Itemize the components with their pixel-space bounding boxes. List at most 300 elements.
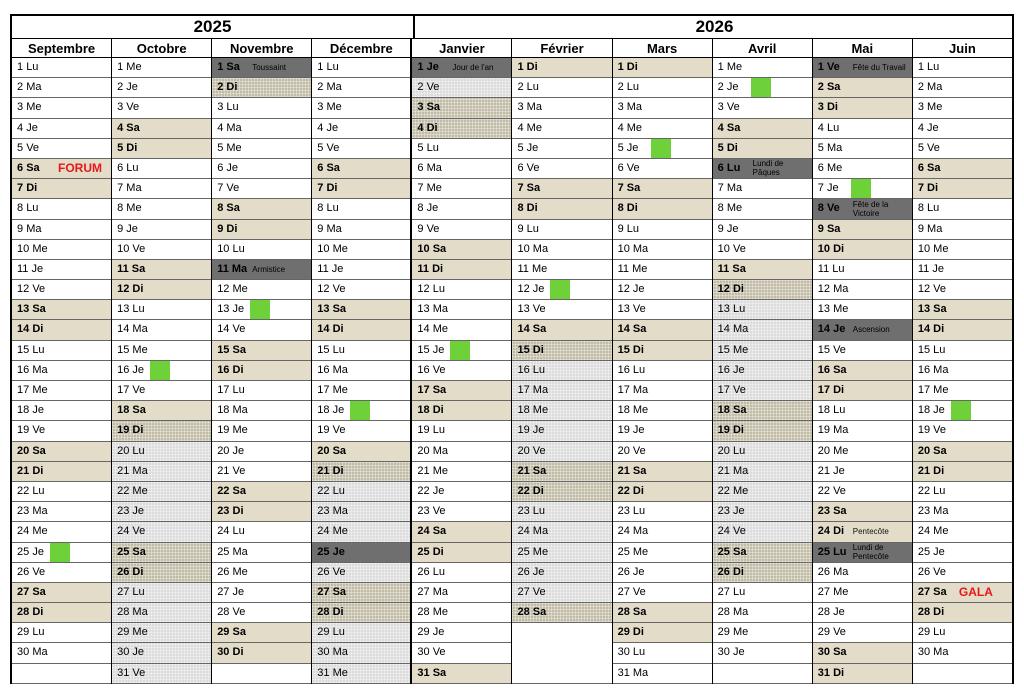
day-cell[interactable] bbox=[212, 179, 311, 199]
day-cell[interactable] bbox=[713, 220, 812, 240]
day-cell[interactable] bbox=[613, 462, 712, 482]
day-cell[interactable] bbox=[412, 462, 511, 482]
day-cell[interactable] bbox=[212, 421, 311, 441]
day-cell[interactable] bbox=[512, 300, 611, 320]
day-cell[interactable] bbox=[412, 664, 511, 684]
day-cell[interactable] bbox=[713, 139, 812, 159]
day-cell[interactable] bbox=[613, 58, 712, 78]
day-cell[interactable] bbox=[312, 280, 410, 300]
day-cell[interactable] bbox=[813, 280, 912, 300]
day-cell[interactable] bbox=[312, 220, 410, 240]
day-cell[interactable] bbox=[613, 502, 712, 522]
day-cell[interactable] bbox=[613, 179, 712, 199]
day-cell[interactable] bbox=[613, 260, 712, 280]
day-cell[interactable] bbox=[112, 199, 211, 219]
day-cell[interactable] bbox=[212, 78, 311, 98]
day-cell[interactable] bbox=[713, 421, 812, 441]
day-cell[interactable] bbox=[312, 643, 410, 663]
day-cell[interactable] bbox=[412, 421, 511, 441]
day-cell[interactable] bbox=[312, 199, 410, 219]
day-cell[interactable] bbox=[112, 341, 211, 361]
day-cell[interactable] bbox=[12, 361, 111, 381]
day-cell[interactable] bbox=[212, 381, 311, 401]
day-cell[interactable] bbox=[212, 361, 311, 381]
day-cell[interactable] bbox=[312, 98, 410, 118]
day-cell[interactable] bbox=[212, 442, 311, 462]
day-cell[interactable] bbox=[412, 159, 511, 179]
day-cell[interactable] bbox=[913, 98, 1012, 118]
day-cell[interactable] bbox=[913, 462, 1012, 482]
day-cell[interactable] bbox=[512, 563, 611, 583]
day-cell[interactable] bbox=[512, 119, 611, 139]
day-cell[interactable] bbox=[112, 462, 211, 482]
day-cell[interactable] bbox=[312, 300, 410, 320]
day-cell[interactable] bbox=[312, 421, 410, 441]
day-cell[interactable] bbox=[512, 401, 611, 421]
day-cell[interactable] bbox=[312, 58, 410, 78]
day-cell[interactable] bbox=[813, 664, 912, 684]
day-cell[interactable] bbox=[613, 623, 712, 643]
day-cell[interactable] bbox=[813, 341, 912, 361]
day-cell[interactable] bbox=[312, 381, 410, 401]
day-cell[interactable] bbox=[112, 583, 211, 603]
day-cell[interactable] bbox=[12, 563, 111, 583]
day-cell[interactable] bbox=[813, 78, 912, 98]
day-cell[interactable] bbox=[813, 462, 912, 482]
day-cell[interactable] bbox=[713, 240, 812, 260]
day-cell[interactable] bbox=[412, 139, 511, 159]
day-cell[interactable] bbox=[412, 260, 511, 280]
day-cell[interactable] bbox=[412, 179, 511, 199]
day-cell[interactable] bbox=[112, 381, 211, 401]
day-cell[interactable] bbox=[112, 623, 211, 643]
day-cell[interactable] bbox=[813, 199, 912, 219]
day-cell[interactable] bbox=[713, 583, 812, 603]
day-cell[interactable] bbox=[613, 603, 712, 623]
day-cell[interactable] bbox=[813, 381, 912, 401]
day-cell[interactable] bbox=[312, 139, 410, 159]
day-cell[interactable] bbox=[12, 159, 111, 179]
day-cell[interactable] bbox=[913, 320, 1012, 340]
day-cell[interactable] bbox=[212, 401, 311, 421]
day-cell[interactable] bbox=[12, 643, 111, 663]
day-cell[interactable] bbox=[913, 381, 1012, 401]
day-cell[interactable] bbox=[613, 421, 712, 441]
day-cell[interactable] bbox=[813, 583, 912, 603]
day-cell[interactable] bbox=[12, 442, 111, 462]
day-cell[interactable] bbox=[713, 522, 812, 542]
day-cell[interactable] bbox=[312, 78, 410, 98]
day-cell[interactable] bbox=[112, 421, 211, 441]
day-cell[interactable] bbox=[813, 543, 912, 563]
day-cell[interactable] bbox=[112, 502, 211, 522]
day-cell[interactable] bbox=[12, 522, 111, 542]
day-cell[interactable] bbox=[512, 220, 611, 240]
day-cell[interactable] bbox=[312, 442, 410, 462]
day-cell[interactable] bbox=[412, 300, 511, 320]
day-cell[interactable] bbox=[813, 623, 912, 643]
day-cell[interactable] bbox=[613, 543, 712, 563]
day-cell[interactable] bbox=[112, 260, 211, 280]
day-cell[interactable] bbox=[312, 240, 410, 260]
day-cell[interactable] bbox=[212, 482, 311, 502]
day-cell[interactable] bbox=[412, 220, 511, 240]
day-cell[interactable] bbox=[813, 563, 912, 583]
day-cell[interactable] bbox=[613, 300, 712, 320]
day-cell[interactable] bbox=[713, 78, 812, 98]
day-cell[interactable] bbox=[12, 240, 111, 260]
day-cell[interactable] bbox=[312, 119, 410, 139]
day-cell[interactable] bbox=[713, 320, 812, 340]
day-cell[interactable] bbox=[512, 260, 611, 280]
day-cell[interactable] bbox=[312, 159, 410, 179]
day-cell[interactable] bbox=[813, 139, 912, 159]
day-cell[interactable] bbox=[512, 240, 611, 260]
day-cell[interactable] bbox=[913, 78, 1012, 98]
day-cell[interactable] bbox=[913, 543, 1012, 563]
day-cell[interactable] bbox=[813, 240, 912, 260]
day-cell[interactable] bbox=[913, 58, 1012, 78]
day-cell[interactable] bbox=[913, 199, 1012, 219]
day-cell[interactable] bbox=[312, 361, 410, 381]
day-cell[interactable] bbox=[613, 401, 712, 421]
day-cell[interactable] bbox=[112, 563, 211, 583]
day-cell[interactable] bbox=[913, 240, 1012, 260]
day-cell[interactable] bbox=[12, 543, 111, 563]
day-cell[interactable] bbox=[312, 401, 410, 421]
day-cell[interactable] bbox=[813, 643, 912, 663]
day-cell[interactable] bbox=[112, 442, 211, 462]
day-cell[interactable] bbox=[813, 159, 912, 179]
day-cell[interactable] bbox=[713, 179, 812, 199]
day-cell[interactable] bbox=[613, 643, 712, 663]
day-cell[interactable] bbox=[212, 522, 311, 542]
day-cell[interactable] bbox=[713, 199, 812, 219]
day-cell[interactable] bbox=[613, 664, 712, 684]
day-cell[interactable] bbox=[913, 482, 1012, 502]
day-cell[interactable] bbox=[613, 442, 712, 462]
day-cell[interactable] bbox=[913, 603, 1012, 623]
day-cell[interactable] bbox=[112, 320, 211, 340]
day-cell[interactable] bbox=[212, 341, 311, 361]
day-cell[interactable] bbox=[713, 98, 812, 118]
day-cell[interactable] bbox=[713, 159, 812, 179]
day-cell[interactable] bbox=[613, 341, 712, 361]
day-cell[interactable] bbox=[12, 179, 111, 199]
day-cell[interactable] bbox=[913, 361, 1012, 381]
day-cell[interactable] bbox=[12, 119, 111, 139]
day-cell[interactable] bbox=[913, 179, 1012, 199]
day-cell[interactable] bbox=[613, 98, 712, 118]
day-cell[interactable] bbox=[412, 522, 511, 542]
day-cell[interactable] bbox=[913, 583, 1012, 603]
day-cell[interactable] bbox=[613, 240, 712, 260]
day-cell[interactable] bbox=[512, 320, 611, 340]
day-cell[interactable] bbox=[212, 543, 311, 563]
day-cell[interactable] bbox=[512, 159, 611, 179]
day-cell[interactable] bbox=[12, 341, 111, 361]
day-cell[interactable] bbox=[613, 522, 712, 542]
day-cell[interactable] bbox=[813, 58, 912, 78]
day-cell[interactable] bbox=[412, 320, 511, 340]
day-cell[interactable] bbox=[312, 563, 410, 583]
day-cell[interactable] bbox=[512, 421, 611, 441]
day-cell[interactable] bbox=[312, 522, 410, 542]
day-cell[interactable] bbox=[512, 78, 611, 98]
day-cell[interactable] bbox=[512, 361, 611, 381]
day-cell[interactable] bbox=[112, 482, 211, 502]
day-cell[interactable] bbox=[613, 583, 712, 603]
day-cell[interactable] bbox=[613, 119, 712, 139]
day-cell[interactable] bbox=[512, 583, 611, 603]
day-cell[interactable] bbox=[12, 381, 111, 401]
day-cell[interactable] bbox=[512, 482, 611, 502]
day-cell[interactable] bbox=[813, 603, 912, 623]
day-cell[interactable] bbox=[412, 78, 511, 98]
day-cell[interactable] bbox=[212, 58, 311, 78]
day-cell[interactable] bbox=[412, 643, 511, 663]
day-cell[interactable] bbox=[312, 623, 410, 643]
day-cell[interactable] bbox=[212, 199, 311, 219]
day-cell[interactable] bbox=[813, 442, 912, 462]
day-cell[interactable] bbox=[212, 462, 311, 482]
day-cell[interactable] bbox=[412, 502, 511, 522]
day-cell[interactable] bbox=[412, 442, 511, 462]
day-cell[interactable] bbox=[212, 280, 311, 300]
day-cell[interactable] bbox=[112, 179, 211, 199]
day-cell[interactable] bbox=[312, 341, 410, 361]
day-cell[interactable] bbox=[613, 199, 712, 219]
day-cell[interactable] bbox=[512, 98, 611, 118]
day-cell[interactable] bbox=[112, 159, 211, 179]
day-cell[interactable] bbox=[112, 280, 211, 300]
day-cell[interactable] bbox=[412, 401, 511, 421]
day-cell[interactable] bbox=[112, 139, 211, 159]
day-cell[interactable] bbox=[312, 482, 410, 502]
day-cell[interactable] bbox=[312, 583, 410, 603]
day-cell[interactable] bbox=[813, 522, 912, 542]
day-cell[interactable] bbox=[913, 119, 1012, 139]
day-cell[interactable] bbox=[212, 98, 311, 118]
day-cell[interactable] bbox=[12, 199, 111, 219]
day-cell[interactable] bbox=[913, 522, 1012, 542]
day-cell[interactable] bbox=[713, 361, 812, 381]
day-cell[interactable] bbox=[913, 442, 1012, 462]
day-cell[interactable] bbox=[813, 260, 912, 280]
day-cell[interactable] bbox=[913, 139, 1012, 159]
day-cell[interactable] bbox=[12, 280, 111, 300]
day-cell[interactable] bbox=[813, 119, 912, 139]
day-cell[interactable] bbox=[112, 98, 211, 118]
day-cell[interactable] bbox=[412, 98, 511, 118]
day-cell[interactable] bbox=[713, 280, 812, 300]
day-cell[interactable] bbox=[12, 139, 111, 159]
day-cell[interactable] bbox=[512, 502, 611, 522]
day-cell[interactable] bbox=[12, 623, 111, 643]
day-cell[interactable] bbox=[713, 381, 812, 401]
day-cell[interactable] bbox=[112, 522, 211, 542]
day-cell[interactable] bbox=[12, 98, 111, 118]
day-cell[interactable] bbox=[412, 361, 511, 381]
day-cell[interactable] bbox=[713, 462, 812, 482]
day-cell[interactable] bbox=[913, 159, 1012, 179]
day-cell[interactable] bbox=[112, 220, 211, 240]
day-cell[interactable] bbox=[512, 522, 611, 542]
day-cell[interactable] bbox=[212, 119, 311, 139]
day-cell[interactable] bbox=[212, 240, 311, 260]
day-cell[interactable] bbox=[12, 482, 111, 502]
day-cell[interactable] bbox=[112, 119, 211, 139]
day-cell[interactable] bbox=[512, 462, 611, 482]
day-cell[interactable] bbox=[112, 78, 211, 98]
day-cell[interactable] bbox=[312, 603, 410, 623]
day-cell[interactable] bbox=[212, 260, 311, 280]
day-cell[interactable] bbox=[112, 58, 211, 78]
day-cell[interactable] bbox=[713, 341, 812, 361]
day-cell[interactable] bbox=[613, 361, 712, 381]
day-cell[interactable] bbox=[412, 240, 511, 260]
day-cell[interactable] bbox=[512, 139, 611, 159]
day-cell[interactable] bbox=[913, 643, 1012, 663]
day-cell[interactable] bbox=[112, 300, 211, 320]
day-cell[interactable] bbox=[613, 159, 712, 179]
day-cell[interactable] bbox=[212, 220, 311, 240]
day-cell[interactable] bbox=[112, 664, 211, 684]
day-cell[interactable] bbox=[713, 300, 812, 320]
day-cell[interactable] bbox=[312, 179, 410, 199]
day-cell[interactable] bbox=[412, 199, 511, 219]
day-cell[interactable] bbox=[412, 280, 511, 300]
day-cell[interactable] bbox=[913, 623, 1012, 643]
day-cell[interactable] bbox=[412, 482, 511, 502]
day-cell[interactable] bbox=[913, 341, 1012, 361]
day-cell[interactable] bbox=[813, 320, 912, 340]
day-cell[interactable] bbox=[112, 543, 211, 563]
day-cell[interactable] bbox=[212, 300, 311, 320]
day-cell[interactable] bbox=[212, 643, 311, 663]
day-cell[interactable] bbox=[512, 381, 611, 401]
day-cell[interactable] bbox=[212, 623, 311, 643]
day-cell[interactable] bbox=[12, 603, 111, 623]
day-cell[interactable] bbox=[913, 401, 1012, 421]
day-cell[interactable] bbox=[312, 664, 410, 684]
day-cell[interactable] bbox=[613, 78, 712, 98]
day-cell[interactable] bbox=[412, 58, 511, 78]
day-cell[interactable] bbox=[12, 300, 111, 320]
day-cell[interactable] bbox=[512, 442, 611, 462]
day-cell[interactable] bbox=[713, 401, 812, 421]
day-cell[interactable] bbox=[312, 260, 410, 280]
day-cell[interactable] bbox=[713, 442, 812, 462]
day-cell[interactable] bbox=[512, 58, 611, 78]
day-cell[interactable] bbox=[12, 462, 111, 482]
day-cell[interactable] bbox=[212, 563, 311, 583]
day-cell[interactable] bbox=[412, 563, 511, 583]
day-cell[interactable] bbox=[713, 603, 812, 623]
day-cell[interactable] bbox=[613, 563, 712, 583]
day-cell[interactable] bbox=[913, 300, 1012, 320]
day-cell[interactable] bbox=[12, 260, 111, 280]
day-cell[interactable] bbox=[613, 139, 712, 159]
day-cell[interactable] bbox=[913, 421, 1012, 441]
day-cell[interactable] bbox=[412, 603, 511, 623]
day-cell[interactable] bbox=[412, 381, 511, 401]
day-cell[interactable] bbox=[112, 240, 211, 260]
day-cell[interactable] bbox=[813, 401, 912, 421]
day-cell[interactable] bbox=[813, 421, 912, 441]
day-cell[interactable] bbox=[713, 58, 812, 78]
day-cell[interactable] bbox=[713, 482, 812, 502]
day-cell[interactable] bbox=[913, 280, 1012, 300]
day-cell[interactable] bbox=[312, 462, 410, 482]
day-cell[interactable] bbox=[12, 421, 111, 441]
day-cell[interactable] bbox=[12, 320, 111, 340]
day-cell[interactable] bbox=[713, 563, 812, 583]
day-cell[interactable] bbox=[512, 280, 611, 300]
day-cell[interactable] bbox=[913, 220, 1012, 240]
day-cell[interactable] bbox=[112, 401, 211, 421]
day-cell[interactable] bbox=[312, 502, 410, 522]
day-cell[interactable] bbox=[12, 401, 111, 421]
day-cell[interactable] bbox=[813, 98, 912, 118]
day-cell[interactable] bbox=[713, 623, 812, 643]
day-cell[interactable] bbox=[412, 341, 511, 361]
day-cell[interactable] bbox=[813, 482, 912, 502]
day-cell[interactable] bbox=[12, 220, 111, 240]
day-cell[interactable] bbox=[713, 502, 812, 522]
day-cell[interactable] bbox=[412, 543, 511, 563]
day-cell[interactable] bbox=[212, 603, 311, 623]
day-cell[interactable] bbox=[12, 502, 111, 522]
day-cell[interactable] bbox=[412, 583, 511, 603]
day-cell[interactable] bbox=[312, 320, 410, 340]
day-cell[interactable] bbox=[813, 361, 912, 381]
day-cell[interactable] bbox=[512, 199, 611, 219]
day-cell[interactable] bbox=[813, 220, 912, 240]
day-cell[interactable] bbox=[713, 543, 812, 563]
day-cell[interactable] bbox=[913, 260, 1012, 280]
day-cell[interactable] bbox=[212, 502, 311, 522]
day-cell[interactable] bbox=[613, 280, 712, 300]
day-cell[interactable] bbox=[613, 320, 712, 340]
day-cell[interactable] bbox=[613, 220, 712, 240]
day-cell[interactable] bbox=[713, 643, 812, 663]
day-cell[interactable] bbox=[212, 583, 311, 603]
day-cell[interactable] bbox=[613, 381, 712, 401]
day-cell[interactable] bbox=[112, 603, 211, 623]
day-cell[interactable] bbox=[312, 543, 410, 563]
day-cell[interactable] bbox=[913, 563, 1012, 583]
day-cell[interactable] bbox=[713, 119, 812, 139]
day-cell[interactable] bbox=[112, 361, 211, 381]
day-cell[interactable] bbox=[512, 603, 611, 623]
day-cell[interactable] bbox=[813, 300, 912, 320]
day-cell[interactable] bbox=[613, 482, 712, 502]
day-cell[interactable] bbox=[813, 502, 912, 522]
day-cell[interactable] bbox=[12, 78, 111, 98]
day-cell[interactable] bbox=[913, 502, 1012, 522]
day-cell[interactable] bbox=[12, 58, 111, 78]
day-cell[interactable] bbox=[813, 179, 912, 199]
day-cell[interactable] bbox=[112, 643, 211, 663]
day-cell[interactable] bbox=[512, 341, 611, 361]
day-cell[interactable] bbox=[412, 623, 511, 643]
day-cell[interactable] bbox=[212, 320, 311, 340]
day-cell[interactable] bbox=[713, 260, 812, 280]
day-cell[interactable] bbox=[512, 179, 611, 199]
day-cell[interactable] bbox=[512, 543, 611, 563]
day-cell[interactable] bbox=[12, 583, 111, 603]
